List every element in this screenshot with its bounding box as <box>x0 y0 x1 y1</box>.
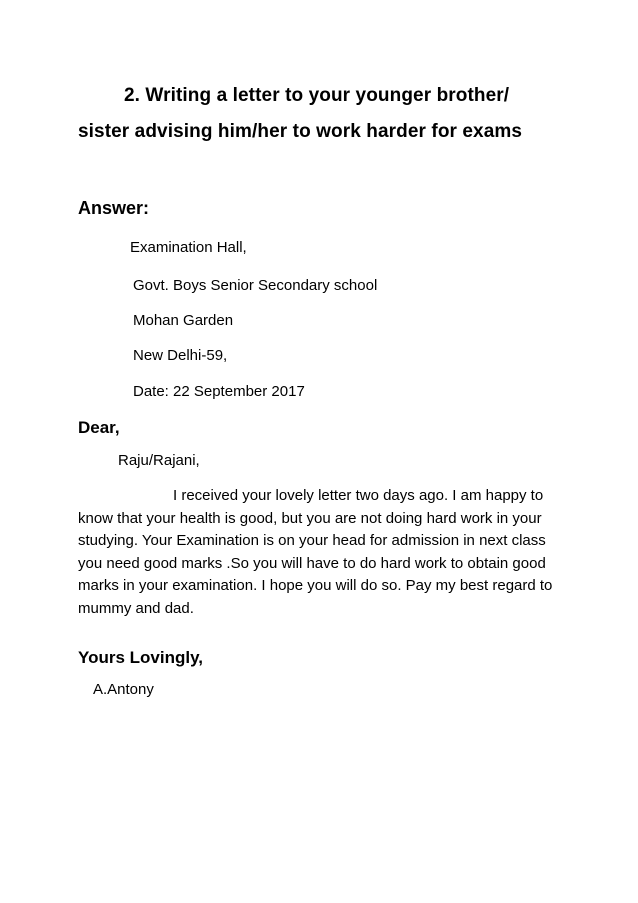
salutation: Dear, <box>78 418 120 437</box>
sender-address-line-1: Examination Hall, <box>130 239 247 256</box>
sender-address-line-2: Govt. Boys Senior Secondary school <box>133 277 378 294</box>
letter-date: Date: 22 September 2017 <box>133 383 305 400</box>
question-title-line-2: sister advising him/her to work harder for exams <box>78 121 523 142</box>
question-title-line-1: 2. Writing a letter to your younger brother/ <box>124 85 510 106</box>
answer-label: Answer: <box>78 198 150 218</box>
letter-body: I received your lovely letter two days ago. I am happy to know that your health is good, but you are not doing hard work in your studying. Your Examination is on your head for admission in next class you need good marks .So you will have to do hard work to obtain good marks in your examination. I hope you will do so. Pay my best regard to mummy and dad. <box>78 487 553 617</box>
closing: Yours Lovingly, <box>78 648 203 667</box>
signature-name: A.Antony <box>93 681 154 698</box>
recipient-name: Raju/Rajani, <box>118 452 200 469</box>
sender-address-line-4: New Delhi-59, <box>133 347 228 364</box>
sender-address-line-3: Mohan Garden <box>133 312 234 329</box>
